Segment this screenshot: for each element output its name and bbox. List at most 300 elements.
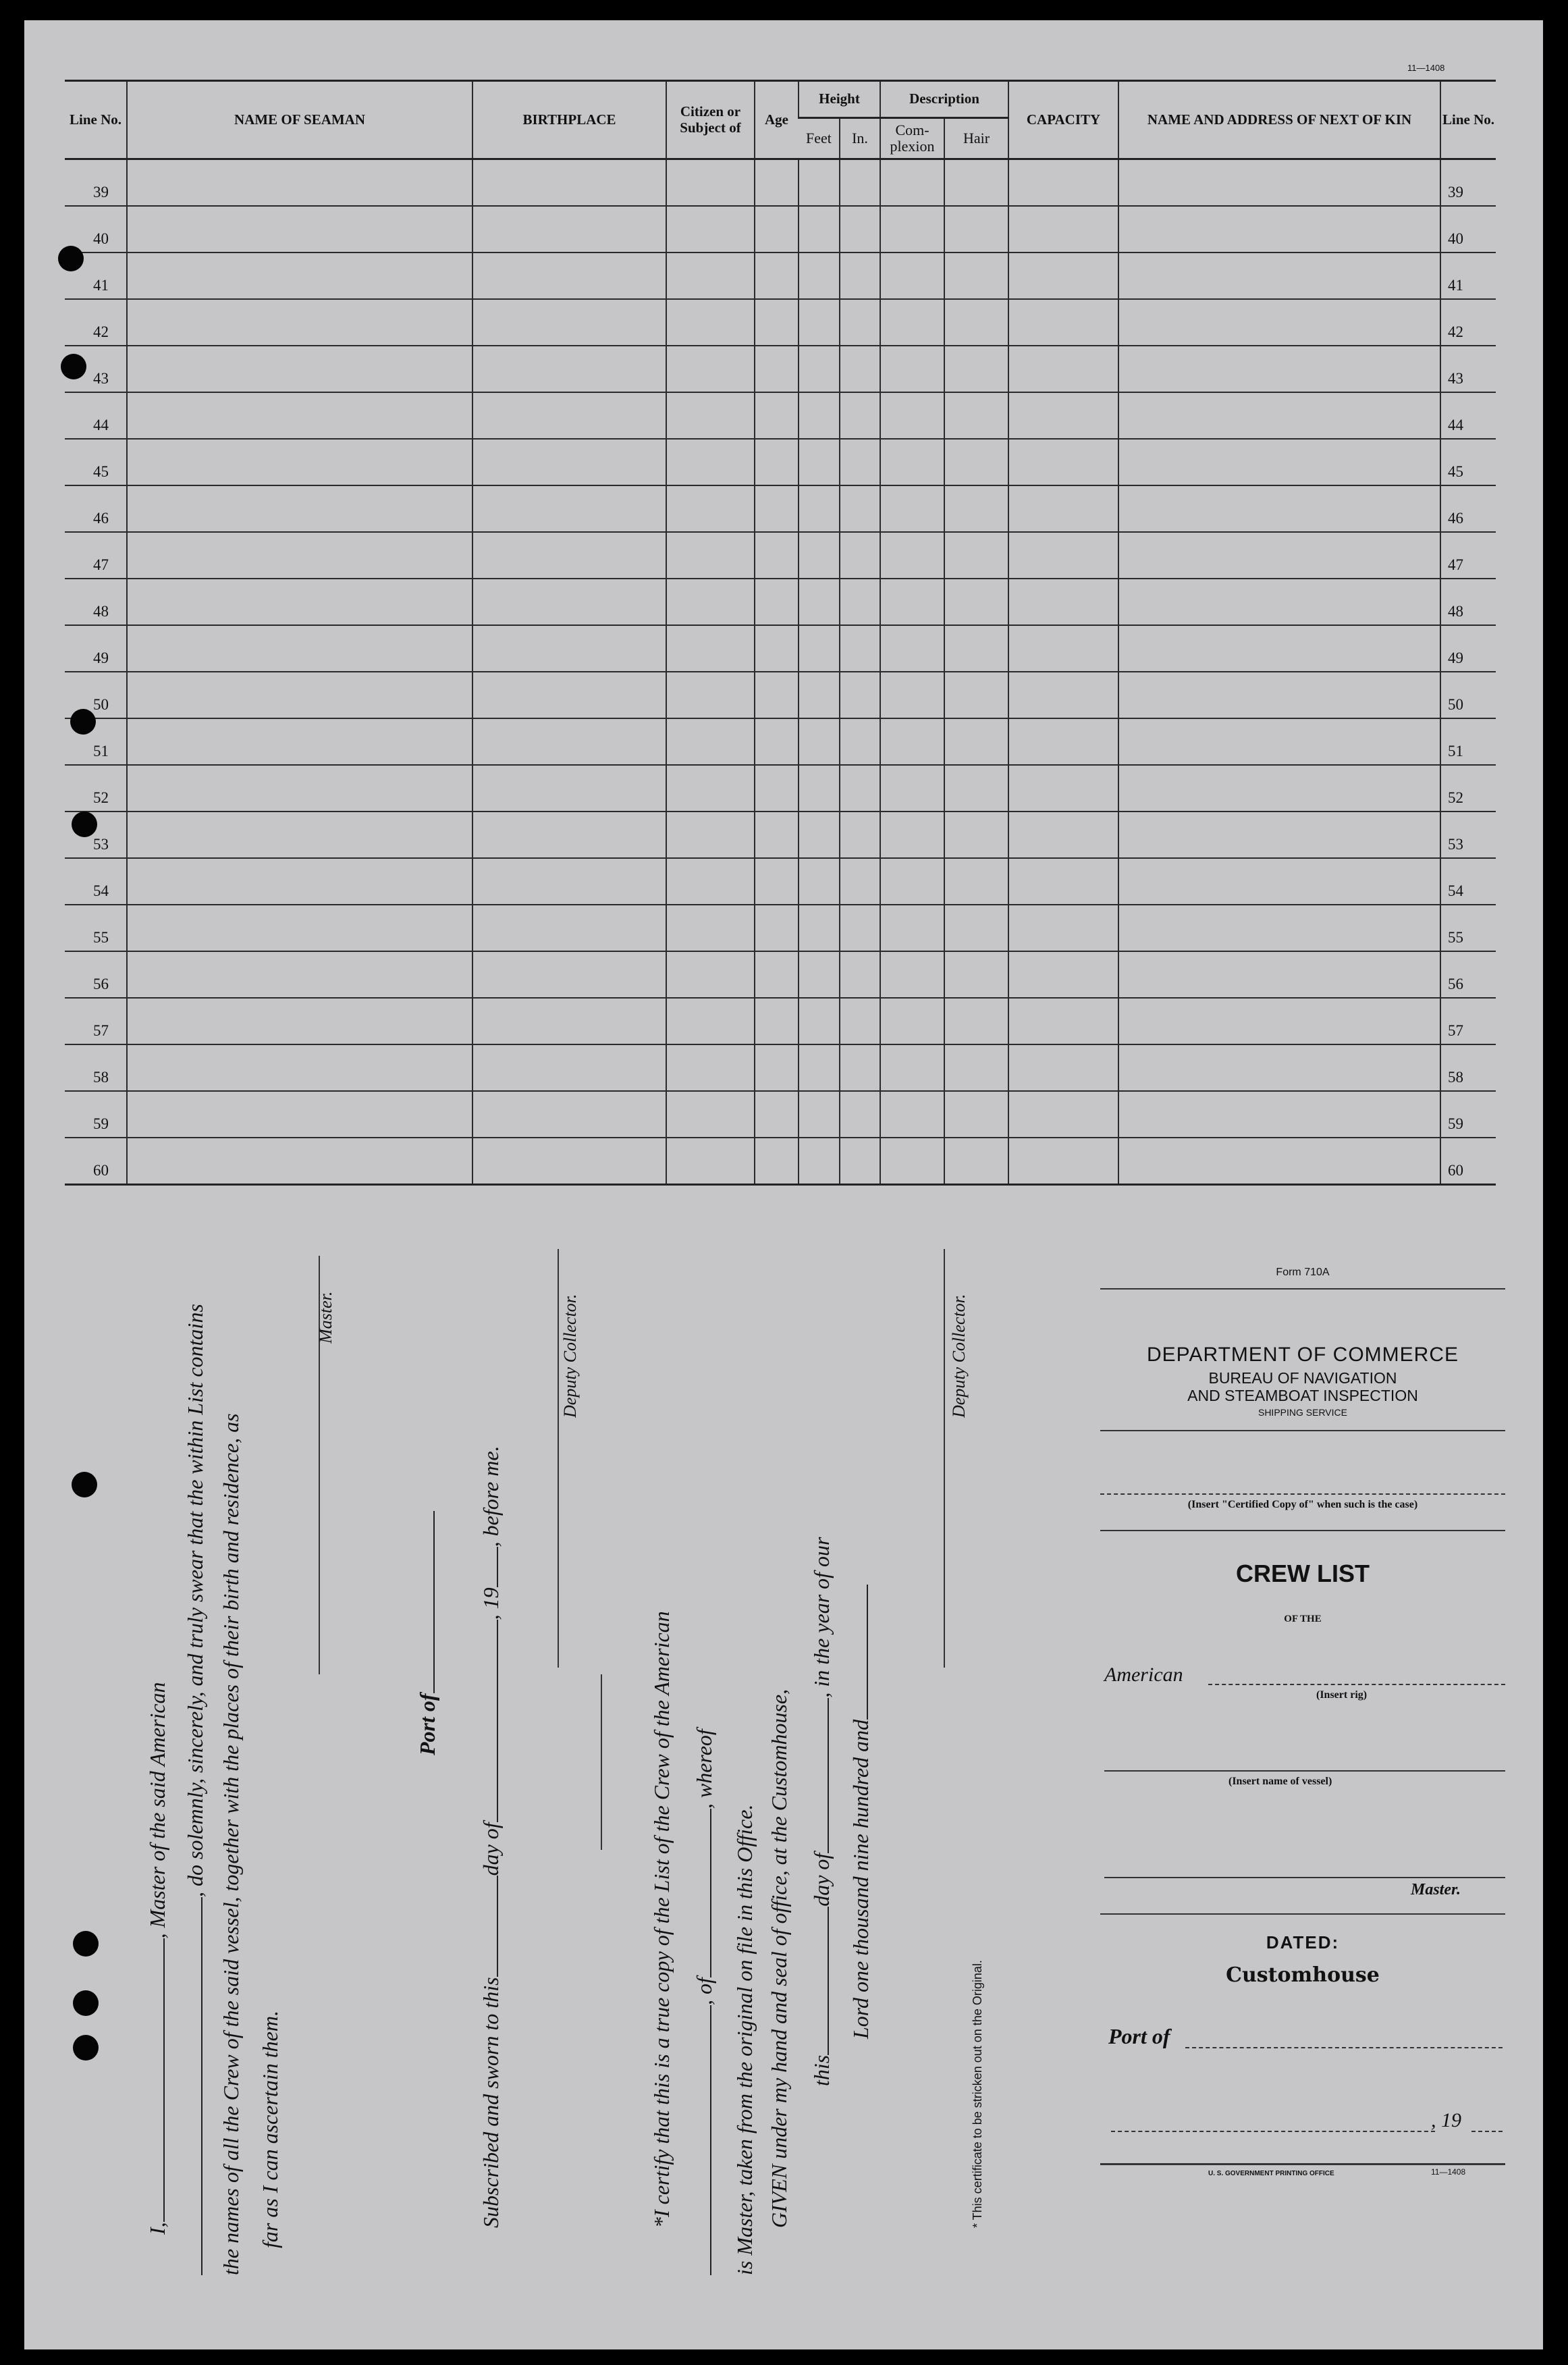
table-cell (1008, 672, 1118, 718)
header-line-no-right: Line No. (1440, 81, 1496, 159)
master-name-blank (142, 1938, 165, 2222)
table-cell (880, 392, 944, 439)
line-number: 52 (65, 765, 127, 812)
line-number-right: 56 (1440, 951, 1496, 998)
shipping-service: SHIPPING SERVICE (1258, 1407, 1347, 1418)
table-cell (472, 1138, 666, 1185)
table-cell (840, 485, 880, 532)
table-cell (1118, 672, 1440, 718)
table-cell (880, 206, 944, 253)
header-next-of-kin: NAME AND ADDRESS OF NEXT OF KIN (1118, 81, 1440, 159)
table-cell (799, 858, 840, 905)
table-cell (799, 905, 840, 951)
subscribed-line (475, 1445, 504, 2228)
master-signature-label: Master. (316, 1291, 335, 1344)
header-description: Description (880, 81, 1008, 118)
table-cell (1118, 858, 1440, 905)
table-cell (880, 1091, 944, 1138)
table-cell (944, 998, 1008, 1044)
american-label: American (1104, 1664, 1183, 1686)
table-cell (840, 998, 880, 1044)
oath-i: I, (145, 2222, 169, 2235)
table-cell (1118, 532, 1440, 579)
table-cell (799, 1138, 840, 1185)
table-cell (755, 951, 799, 998)
table-cell (666, 532, 755, 579)
customhouse-label: Customhouse (1226, 1963, 1380, 1987)
table-cell (840, 392, 880, 439)
table-cell (1008, 858, 1118, 905)
table-cell (755, 905, 799, 951)
seal-line (601, 1674, 602, 1850)
insert-vessel-name: (Insert name of vessel) (1228, 1776, 1332, 1787)
table-cell (1008, 812, 1118, 858)
cert-line-1: *I certify that this is a true copy of the List of the Crew of the American (649, 1611, 674, 2228)
cert-port-blank (688, 1809, 711, 1977)
table-cell (799, 253, 840, 299)
table-row (65, 1138, 1496, 1185)
certified-copy-blank (1100, 1493, 1505, 1495)
table-cell (1008, 1091, 1118, 1138)
line-number: 45 (65, 439, 127, 485)
table-cell (127, 1138, 472, 1185)
table-cell (666, 485, 755, 532)
table-cell (666, 625, 755, 672)
table-cell (1008, 159, 1118, 207)
oath-swear-text: , do solemnly, sincerely, and truly swear that the within List contains (183, 1304, 207, 1897)
header-hair: Hair (944, 118, 1008, 159)
punch-hole (73, 1931, 99, 1957)
table-cell (1118, 812, 1440, 858)
given-line: GIVEN under my hand and seal of office, at the Customhouse, (767, 1689, 791, 2228)
table-cell (799, 439, 840, 485)
table-cell (840, 1138, 880, 1185)
table-row (65, 1091, 1496, 1138)
year-blank (1471, 2131, 1503, 2132)
table-cell (755, 253, 799, 299)
rule (1100, 1530, 1505, 1531)
line-number-right: 59 (1440, 1091, 1496, 1138)
table-cell (127, 299, 472, 346)
cert-of-text: , of (692, 1977, 716, 2005)
table-cell (1008, 1044, 1118, 1091)
line-number-right: 57 (1440, 998, 1496, 1044)
this-day-line (806, 1537, 834, 2086)
table-cell (840, 206, 880, 253)
line-number: 57 (65, 998, 127, 1044)
table-cell (840, 905, 880, 951)
table-cell (127, 858, 472, 905)
table-cell (127, 579, 472, 625)
table-cell (127, 672, 472, 718)
table-row (65, 1044, 1496, 1091)
bureau-line-2: AND STEAMBOAT INSPECTION (1187, 1387, 1418, 1404)
line-number: 51 (65, 718, 127, 765)
table-cell (666, 346, 755, 392)
oath-line-2 (180, 1304, 208, 2275)
table-cell (799, 346, 840, 392)
table-cell (666, 579, 755, 625)
table-cell (840, 951, 880, 998)
punch-hole (58, 246, 84, 271)
table-cell (880, 998, 944, 1044)
table-cell (1008, 439, 1118, 485)
header-capacity: CAPACITY (1008, 81, 1118, 159)
deputy-collector-label-2: Deputy Collector. (949, 1294, 969, 1418)
table-cell (472, 392, 666, 439)
table-cell (880, 672, 944, 718)
table-cell (799, 579, 840, 625)
header-line-no: Line No. (65, 81, 127, 159)
table-row (65, 159, 1496, 207)
table-cell (755, 1138, 799, 1185)
oath-line-3: the names of all the Crew of the said vessel, together with the places of their birth and residence, as (219, 1413, 243, 2275)
month-blank (475, 1620, 498, 1822)
table-cell (755, 439, 799, 485)
table-cell (944, 346, 1008, 392)
table-cell (1118, 998, 1440, 1044)
table-cell (944, 625, 1008, 672)
table-cell (880, 346, 944, 392)
punch-hole (72, 812, 97, 837)
line-number: 55 (65, 905, 127, 951)
form-code-top: 11—1408 (1407, 63, 1445, 73)
table-cell (472, 998, 666, 1044)
table-cell (799, 485, 840, 532)
cert-line-3 (729, 1805, 757, 2275)
crew-table (65, 80, 1496, 1186)
table-cell (127, 439, 472, 485)
line-number: 49 (65, 625, 127, 672)
line-number-right: 41 (1440, 253, 1496, 299)
table-cell (840, 532, 880, 579)
this-day-of-text: day of (809, 1853, 834, 1907)
table-cell (472, 672, 666, 718)
lord-text: Lord one thousand nine hundred and (848, 1719, 873, 2039)
table-row (65, 718, 1496, 765)
table-cell (1118, 299, 1440, 346)
line-number-right: 55 (1440, 905, 1496, 951)
oath-port-blank (412, 1511, 435, 1693)
table-row (65, 485, 1496, 532)
line-number-right: 47 (1440, 532, 1496, 579)
table-cell (1008, 625, 1118, 672)
table-row (65, 765, 1496, 812)
table-row (65, 858, 1496, 905)
table-cell (755, 672, 799, 718)
line-number: 53 (65, 812, 127, 858)
rule (1100, 1913, 1505, 1915)
table-cell (840, 439, 880, 485)
line-number-right: 51 (1440, 718, 1496, 765)
line-number: 46 (65, 485, 127, 532)
table-cell (840, 253, 880, 299)
table-cell (1118, 1138, 1440, 1185)
table-cell (127, 159, 472, 207)
table-cell (1118, 579, 1440, 625)
line-number-right: 49 (1440, 625, 1496, 672)
cert-whereof-text: , whereof (692, 1729, 716, 1809)
table-cell (1008, 998, 1118, 1044)
table-cell (799, 206, 840, 253)
table-cell (1118, 392, 1440, 439)
table-cell (127, 206, 472, 253)
before-me-text: , before me. (479, 1445, 503, 1547)
line-number: 58 (65, 1044, 127, 1091)
table-cell (755, 718, 799, 765)
table-cell (880, 439, 944, 485)
table-cell (840, 579, 880, 625)
line-number-right: 48 (1440, 579, 1496, 625)
table-cell (472, 206, 666, 253)
table-cell (799, 765, 840, 812)
oath-port-of-label: Port of (415, 1693, 439, 1755)
table-cell (666, 439, 755, 485)
cert-vessel-blank (688, 2005, 711, 2275)
table-cell (944, 1138, 1008, 1185)
line-number: 42 (65, 299, 127, 346)
table-cell (1008, 765, 1118, 812)
cert-master-text: is Master, taken from the original on file in this Office. (732, 1804, 757, 2275)
table-cell (944, 812, 1008, 858)
table-cell (799, 951, 840, 998)
table-cell (755, 346, 799, 392)
oath-line-1 (142, 1682, 170, 2235)
table-cell (472, 1091, 666, 1138)
table-cell (880, 951, 944, 998)
table-cell (666, 718, 755, 765)
table-cell (127, 625, 472, 672)
lord-year-blank (845, 1585, 868, 1720)
table-cell (799, 159, 840, 207)
deputy-signature-line-1 (558, 1249, 559, 1668)
table-cell (755, 392, 799, 439)
day-of-text: day of (479, 1822, 503, 1876)
line-number-right: 45 (1440, 439, 1496, 485)
year-19: , 19 (1431, 2109, 1461, 2131)
header-inches: In. (840, 118, 880, 159)
table-cell (799, 392, 840, 439)
table-cell (472, 765, 666, 812)
table-cell (472, 485, 666, 532)
table-cell (472, 579, 666, 625)
table-cell (666, 905, 755, 951)
table-cell (1118, 1044, 1440, 1091)
table-cell (1008, 579, 1118, 625)
header-feet: Feet (799, 118, 840, 159)
table-cell (944, 951, 1008, 998)
day-blank (475, 1876, 498, 1977)
rule (1100, 1288, 1505, 1290)
this-month-blank (806, 1698, 829, 1853)
table-cell (666, 998, 755, 1044)
table-cell (1008, 718, 1118, 765)
punch-hole (73, 2035, 99, 2061)
table-cell (1008, 532, 1118, 579)
table-cell (880, 253, 944, 299)
table-cell (880, 159, 944, 207)
table-cell (799, 1091, 840, 1138)
table-cell (840, 765, 880, 812)
table-cell (755, 1044, 799, 1091)
table-cell (799, 625, 840, 672)
in-the-year-text: , in the year of our (809, 1537, 834, 1698)
table-cell (944, 253, 1008, 299)
table-cell (472, 905, 666, 951)
line-number-right: 39 (1440, 159, 1496, 207)
table-row (65, 951, 1496, 998)
table-cell (944, 299, 1008, 346)
line-number-right: 50 (1440, 672, 1496, 718)
table-cell (127, 532, 472, 579)
table-cell (880, 812, 944, 858)
this-day-blank (806, 1907, 829, 2055)
table-cell (880, 532, 944, 579)
table-cell (666, 392, 755, 439)
table-cell (944, 905, 1008, 951)
table-cell (472, 253, 666, 299)
line-number: 41 (65, 253, 127, 299)
table-cell (755, 299, 799, 346)
lord-line (845, 1585, 873, 2039)
header-citizen: Citizen or Subject of (666, 81, 755, 159)
table-cell (755, 532, 799, 579)
table-cell (755, 485, 799, 532)
table-cell (1118, 1091, 1440, 1138)
bureau-line-1: BUREAU OF NAVIGATION (1208, 1369, 1397, 1387)
table-cell (666, 1091, 755, 1138)
table-cell (799, 299, 840, 346)
table-cell (755, 625, 799, 672)
line-number: 47 (65, 532, 127, 579)
header-height: Height (799, 81, 880, 118)
table-cell (472, 159, 666, 207)
table-cell (666, 1138, 755, 1185)
table-row (65, 532, 1496, 579)
table-cell (666, 812, 755, 858)
table-cell (840, 812, 880, 858)
table-cell (127, 253, 472, 299)
rig-blank (1208, 1684, 1505, 1685)
table-cell (666, 672, 755, 718)
table-cell (880, 765, 944, 812)
header-complexion: Com-plexion (880, 118, 944, 159)
table-row (65, 299, 1496, 346)
table-cell (840, 718, 880, 765)
table-cell (1118, 346, 1440, 392)
table-cell (944, 718, 1008, 765)
table-cell (944, 392, 1008, 439)
table-row (65, 439, 1496, 485)
table-cell (944, 1091, 1008, 1138)
table-cell (1008, 206, 1118, 253)
table-cell (755, 1091, 799, 1138)
line-number: 39 (65, 159, 127, 207)
table-cell (799, 998, 840, 1044)
table-cell (1118, 625, 1440, 672)
line-number: 48 (65, 579, 127, 625)
table-cell (666, 1044, 755, 1091)
table-cell (799, 532, 840, 579)
vessel-name-blank (180, 1897, 202, 2275)
punch-hole (73, 1990, 99, 2016)
table-cell (1118, 253, 1440, 299)
table-cell (840, 346, 880, 392)
table-cell (1008, 392, 1118, 439)
table-cell (127, 718, 472, 765)
table-cell (1008, 346, 1118, 392)
table-row (65, 392, 1496, 439)
line-number: 54 (65, 858, 127, 905)
table-cell (1008, 253, 1118, 299)
table-cell (127, 812, 472, 858)
table-cell (127, 905, 472, 951)
line-number-right: 46 (1440, 485, 1496, 532)
line-number-right: 60 (1440, 1138, 1496, 1185)
table-cell (1118, 159, 1440, 207)
oath-port-of (412, 1511, 440, 1755)
line-number-right: 40 (1440, 206, 1496, 253)
subscribed-text: Subscribed and sworn to this (479, 1977, 503, 2228)
table-cell (666, 206, 755, 253)
master-name-line (1104, 1877, 1505, 1878)
table-cell (944, 206, 1008, 253)
table-cell (880, 905, 944, 951)
table-cell (1118, 905, 1440, 951)
vessel-name-line (1104, 1770, 1505, 1772)
table-cell (472, 812, 666, 858)
table-cell (666, 765, 755, 812)
crew-rows (65, 159, 1496, 1185)
insert-rig: (Insert rig) (1316, 1689, 1368, 1701)
table-cell (127, 485, 472, 532)
line-number: 59 (65, 1091, 127, 1138)
table-cell (127, 392, 472, 439)
line-number: 56 (65, 951, 127, 998)
line-number: 44 (65, 392, 127, 439)
printer-imprint: U. S. GOVERNMENT PRINTING OFFICE (1208, 2170, 1334, 2177)
table-cell (880, 718, 944, 765)
this-text: this (809, 2054, 834, 2086)
master-label: Master. (1411, 1881, 1461, 1898)
table-row (65, 579, 1496, 625)
table-cell (127, 346, 472, 392)
table-cell (755, 998, 799, 1044)
table-cell (944, 159, 1008, 207)
table-cell (880, 1138, 944, 1185)
table-cell (472, 858, 666, 905)
table-cell (1118, 485, 1440, 532)
table-row (65, 253, 1496, 299)
table-cell (944, 439, 1008, 485)
punch-hole (61, 354, 86, 379)
punch-hole (70, 709, 96, 735)
table-cell (472, 299, 666, 346)
table-cell (944, 672, 1008, 718)
department: DEPARTMENT OF COMMERCE (1146, 1344, 1459, 1366)
table-cell (755, 812, 799, 858)
table-cell (840, 858, 880, 905)
insert-certified-note: (Insert "Certified Copy of" when such is the case) (1187, 1499, 1418, 1510)
table-cell (944, 485, 1008, 532)
line-number: 50 (65, 672, 127, 718)
table-row (65, 346, 1496, 392)
table-cell (840, 625, 880, 672)
table-cell (472, 951, 666, 998)
table-cell (944, 579, 1008, 625)
table-row (65, 206, 1496, 253)
date-blank (1111, 2131, 1435, 2132)
